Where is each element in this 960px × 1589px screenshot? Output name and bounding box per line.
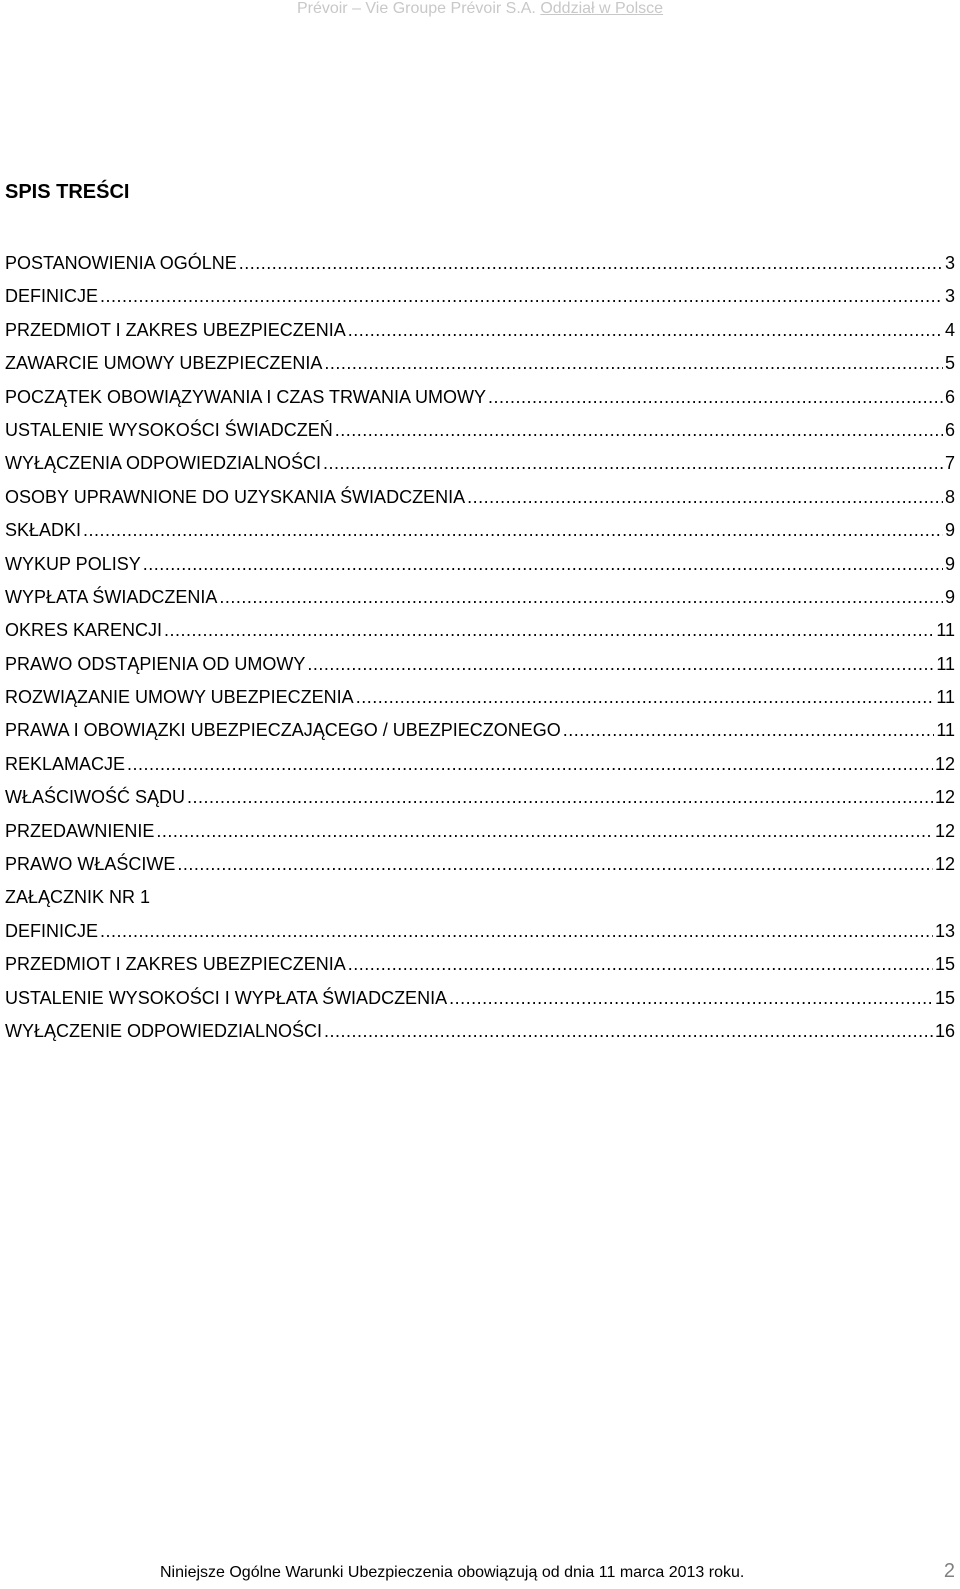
toc-entry-page: 12 [934, 787, 955, 808]
toc-dot-leader [467, 486, 943, 508]
toc-entry-label: DEFINICJE [5, 920, 99, 941]
toc-entry-label: PRAWO ODSTĄPIENIA OD UMOWY [5, 653, 306, 674]
toc-entry[interactable] [5, 886, 955, 919]
toc-entry-label: USTALENIE WYSOKOŚCI I WYPŁATA ŚWIADCZENIA [5, 987, 448, 1008]
toc-entry-page: 11 [936, 687, 955, 708]
footer-note: Niniejsze Ogólne Warunki Ubezpieczenia obowiązują od dnia 11 marca 2013 roku. [160, 1564, 745, 1581]
toc-entry-label: PRZEDMIOT I ZAKRES UBEZPIECZENIA [5, 954, 346, 975]
toc-entry-label: PRAWA I OBOWIĄZKI UBEZPIECZAJĄCEGO / UBEZPIECZONEGO [5, 720, 561, 741]
toc-dot-leader [324, 352, 943, 374]
toc-entry-label: WYKUP POLISY [5, 553, 141, 574]
toc-dot-leader [143, 553, 943, 575]
toc-entry-label: ZAWARCIE UMOWY UBEZPIECZENIA [5, 353, 323, 374]
toc-entry[interactable] [5, 653, 955, 686]
toc-entry[interactable] [5, 820, 955, 853]
toc-entry-page: 6 [944, 386, 955, 407]
toc-entry[interactable] [5, 619, 955, 652]
toc-entry[interactable] [5, 386, 955, 419]
toc-entry[interactable] [5, 1020, 955, 1053]
toc-entry-page: 8 [944, 486, 955, 507]
toc-entry[interactable] [5, 987, 955, 1020]
toc-dot-leader [100, 285, 943, 307]
toc-entry-page: 12 [934, 854, 955, 875]
toc-entry[interactable] [5, 586, 955, 619]
toc-entry-label: USTALENIE WYSOKOŚCI ŚWIADCZEŃ [5, 419, 333, 440]
toc-entry[interactable] [5, 452, 955, 485]
toc-dot-leader [127, 753, 933, 775]
toc-dot-leader [100, 920, 933, 942]
toc-entry-page: 3 [944, 286, 955, 307]
toc-dot-leader [177, 853, 933, 875]
table-of-contents [5, 252, 955, 1053]
toc-entry[interactable] [5, 686, 955, 719]
toc-dot-leader [83, 519, 943, 541]
toc-entry[interactable] [5, 319, 955, 352]
toc-dot-leader [335, 419, 943, 441]
toc-entry-page: 11 [936, 720, 955, 741]
toc-entry-label: ZAŁĄCZNIK NR 1 [5, 887, 151, 908]
page-number: 2 [943, 1560, 955, 1582]
page-footer [160, 1560, 960, 1583]
toc-entry[interactable] [5, 486, 955, 519]
toc-dot-leader [348, 319, 943, 341]
toc-entry[interactable] [5, 553, 955, 586]
toc-dot-leader [187, 786, 933, 808]
toc-entry[interactable] [5, 953, 955, 986]
toc-dot-leader [164, 619, 934, 641]
toc-entry-page: 9 [944, 586, 955, 607]
toc-entry-label: REKLAMACJE [5, 753, 126, 774]
toc-entry-label: PRZEDMIOT I ZAKRES UBEZPIECZENIA [5, 319, 346, 340]
toc-entry[interactable] [5, 753, 955, 786]
toc-dot-leader [449, 987, 933, 1009]
toc-entry-label: PRZEDAWNIENIE [5, 820, 155, 841]
toc-entry[interactable] [5, 285, 955, 318]
toc-entry-page: 9 [944, 553, 955, 574]
toc-dot-leader [324, 1020, 933, 1042]
toc-entry[interactable] [5, 252, 955, 285]
toc-dot-leader [219, 586, 943, 608]
toc-entry-page: 6 [944, 419, 955, 440]
toc-dot-leader [356, 686, 935, 708]
toc-entry-page: 12 [934, 820, 955, 841]
toc-dot-leader [488, 386, 943, 408]
toc-entry[interactable] [5, 419, 955, 452]
toc-entry[interactable] [5, 352, 955, 385]
page-header [0, 0, 960, 18]
toc-dot-leader [307, 653, 934, 675]
toc-entry-label: WYŁĄCZENIA ODPOWIEDZIALNOŚCI [5, 453, 322, 474]
toc-entry[interactable] [5, 519, 955, 552]
toc-dot-leader [239, 252, 943, 274]
toc-entry-page: 9 [944, 520, 955, 541]
toc-entry-page: 7 [944, 453, 955, 474]
toc-dot-leader [156, 820, 933, 842]
toc-entry-page: 4 [944, 319, 955, 340]
toc-entry-label: DEFINICJE [5, 286, 99, 307]
toc-entry[interactable] [5, 786, 955, 819]
toc-entry-label: WŁAŚCIWOŚĆ SĄDU [5, 787, 186, 808]
toc-entry-label: SKŁADKI [5, 520, 82, 541]
toc-entry-page: 16 [934, 1020, 955, 1041]
toc-entry-page: 11 [936, 653, 955, 674]
toc-entry-page: 15 [934, 987, 955, 1008]
toc-entry[interactable] [5, 920, 955, 953]
toc-entry-page: 11 [936, 620, 955, 641]
toc-entry[interactable] [5, 853, 955, 886]
toc-entry-label: OKRES KARENCJI [5, 620, 163, 641]
toc-entry-label: WYŁĄCZENIE ODPOWIEDZIALNOŚCI [5, 1020, 323, 1041]
toc-entry-page: 13 [934, 920, 955, 941]
toc-title: SPIS TREŚCI [5, 181, 130, 203]
toc-dot-leader [323, 452, 943, 474]
header-brand: Prévoir – Vie Groupe Prévoir S.A. [296, 0, 536, 17]
toc-entry-page: 5 [944, 353, 955, 374]
toc-entry-page: 12 [934, 753, 955, 774]
header-branch: Oddział w Polsce [540, 0, 664, 17]
toc-entry-label: PRAWO WŁAŚCIWE [5, 854, 176, 875]
toc-entry-label: ROZWIĄZANIE UMOWY UBEZPIECZENIA [5, 687, 354, 708]
toc-entry-label: POCZĄTEK OBOWIĄZYWANIA I CZAS TRWANIA UMOWY [5, 386, 487, 407]
toc-entry[interactable] [5, 719, 955, 752]
toc-entry-page: 15 [934, 954, 955, 975]
toc-dot-leader [348, 953, 933, 975]
toc-entry-label: WYPŁATA ŚWIADCZENIA [5, 586, 218, 607]
toc-entry-page: 3 [944, 253, 955, 273]
toc-dot-leader [563, 719, 935, 741]
toc-entry-label: OSOBY UPRAWNIONE DO UZYSKANIA ŚWIADCZENIA [5, 486, 466, 507]
toc-entry-label: POSTANOWIENIA OGÓLNE [5, 253, 237, 273]
